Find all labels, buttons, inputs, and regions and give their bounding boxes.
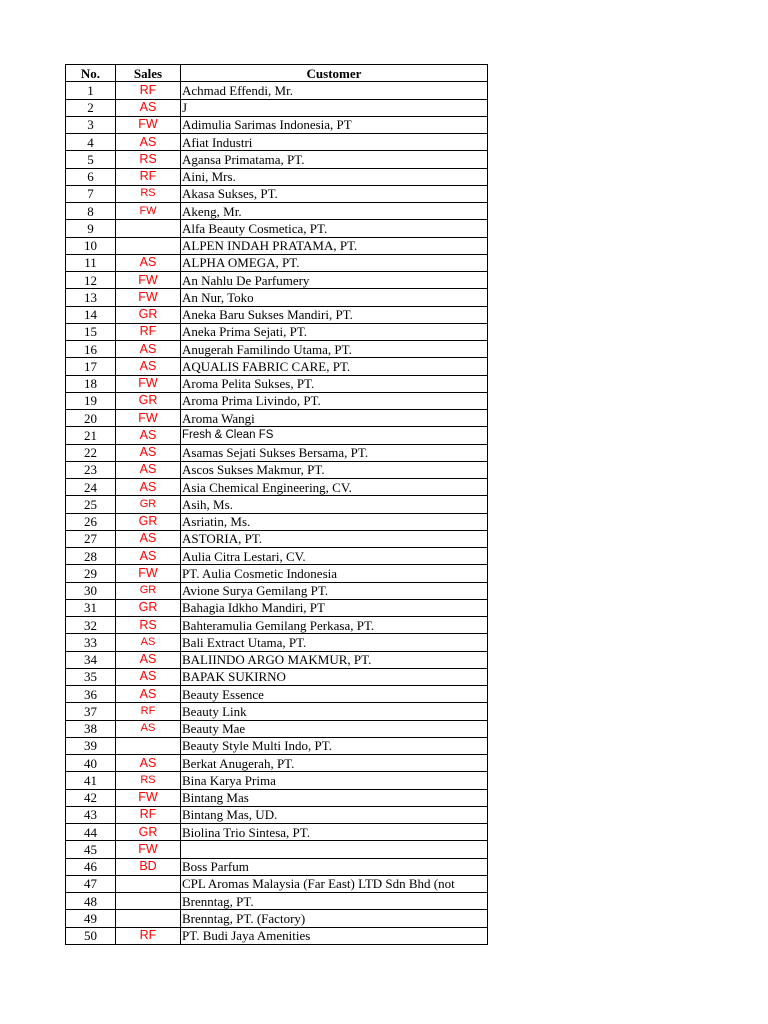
row-number-cell: 7 [66, 185, 116, 202]
customer-name-cell: Aroma Pelita Sukses, PT. [181, 375, 488, 392]
sales-code-cell: RF [116, 82, 181, 99]
sales-code-cell: BD [116, 858, 181, 875]
sales-code-cell: FW [116, 203, 181, 220]
customer-name-cell: PT. Aulia Cosmetic Indonesia [181, 565, 488, 582]
table-row [66, 893, 488, 910]
sales-code-cell: RF [116, 927, 181, 944]
row-number-cell: 48 [66, 893, 116, 910]
customer-name-cell: ASTORIA, PT. [181, 530, 488, 547]
header-no: No. [66, 65, 116, 82]
customer-name-cell [181, 841, 488, 858]
row-number-cell: 13 [66, 289, 116, 306]
row-number-cell: 39 [66, 737, 116, 754]
row-number-cell: 49 [66, 910, 116, 927]
customer-name-cell: Asia Chemical Engineering, CV. [181, 479, 488, 496]
row-number-cell: 9 [66, 220, 116, 237]
table-row [66, 634, 488, 651]
sales-code-cell: GR [116, 582, 181, 599]
customer-name-cell: Anugerah Familindo Utama, PT. [181, 341, 488, 358]
sales-code-cell: AS [116, 530, 181, 547]
row-number-cell: 47 [66, 875, 116, 892]
row-number-cell: 22 [66, 444, 116, 461]
sales-code-cell: RS [116, 151, 181, 168]
sales-code-cell: FW [116, 272, 181, 289]
table-body [66, 82, 488, 945]
customer-name-cell: Avione Surya Gemilang PT. [181, 582, 488, 599]
customer-name-cell: Bali Extract Utama, PT. [181, 634, 488, 651]
row-number-cell: 23 [66, 461, 116, 478]
customer-name-cell: Beauty Style Multi Indo, PT. [181, 737, 488, 754]
sales-code-cell: AS [116, 341, 181, 358]
customer-name-cell: J [181, 99, 488, 116]
table-row [66, 548, 488, 565]
customer-sales-table [65, 64, 488, 945]
table-row [66, 910, 488, 927]
table-row [66, 737, 488, 754]
customer-name-cell: Biolina Trio Sintesa, PT. [181, 824, 488, 841]
row-number-cell: 41 [66, 772, 116, 789]
header-row [66, 65, 488, 82]
table-row [66, 427, 488, 444]
table-row [66, 220, 488, 237]
table-row [66, 392, 488, 409]
table-row [66, 341, 488, 358]
row-number-cell: 29 [66, 565, 116, 582]
customer-name-cell: Bahagia Idkho Mandiri, PT [181, 599, 488, 616]
row-number-cell: 42 [66, 789, 116, 806]
sales-code-cell: FW [116, 289, 181, 306]
row-number-cell: 15 [66, 323, 116, 340]
customer-name-cell: Ascos Sukses Makmur, PT. [181, 461, 488, 478]
table-row [66, 272, 488, 289]
sales-code-cell: GR [116, 306, 181, 323]
row-number-cell: 18 [66, 375, 116, 392]
sales-code-cell: FW [116, 565, 181, 582]
table-row [66, 824, 488, 841]
customer-name-cell: Bina Karya Prima [181, 772, 488, 789]
row-number-cell: 6 [66, 168, 116, 185]
row-number-cell: 2 [66, 99, 116, 116]
row-number-cell: 12 [66, 272, 116, 289]
customer-name-cell: AQUALIS FABRIC CARE, PT. [181, 358, 488, 375]
sales-code-cell: AS [116, 99, 181, 116]
table-row [66, 82, 488, 99]
sales-code-cell: GR [116, 599, 181, 616]
row-number-cell: 16 [66, 341, 116, 358]
row-number-cell: 46 [66, 858, 116, 875]
row-number-cell: 37 [66, 703, 116, 720]
table-row [66, 151, 488, 168]
customer-name-cell: Beauty Link [181, 703, 488, 720]
table-row [66, 772, 488, 789]
row-number-cell: 34 [66, 651, 116, 668]
header-sales: Sales [116, 65, 181, 82]
customer-name-cell: ALPHA OMEGA, PT. [181, 254, 488, 271]
table-row [66, 237, 488, 254]
row-number-cell: 5 [66, 151, 116, 168]
table-row [66, 668, 488, 685]
sales-code-cell: RS [116, 617, 181, 634]
sales-code-cell: AS [116, 134, 181, 151]
row-number-cell: 20 [66, 410, 116, 427]
table-row [66, 599, 488, 616]
customer-name-cell: Aulia Citra Lestari, CV. [181, 548, 488, 565]
sales-code-cell: RS [116, 185, 181, 202]
customer-name-cell: ALPEN INDAH PRATAMA, PT. [181, 237, 488, 254]
sales-code-cell: FW [116, 116, 181, 133]
table-row [66, 686, 488, 703]
customer-name-cell: Aneka Prima Sejati, PT. [181, 323, 488, 340]
table-row [66, 306, 488, 323]
sales-code-cell: RF [116, 806, 181, 823]
customer-name-cell: Adimulia Sarimas Indonesia, PT [181, 116, 488, 133]
table-row [66, 203, 488, 220]
customer-name-cell: Brenntag, PT. (Factory) [181, 910, 488, 927]
sales-code-cell: GR [116, 824, 181, 841]
row-number-cell: 45 [66, 841, 116, 858]
row-number-cell: 3 [66, 116, 116, 133]
row-number-cell: 21 [66, 427, 116, 444]
sales-code-cell: AS [116, 358, 181, 375]
sales-code-cell: RF [116, 703, 181, 720]
row-number-cell: 28 [66, 548, 116, 565]
sales-code-cell: FW [116, 375, 181, 392]
customer-name-cell: An Nahlu De Parfumery [181, 272, 488, 289]
customer-name-cell: Bintang Mas, UD. [181, 806, 488, 823]
customer-name-cell: An Nur, Toko [181, 289, 488, 306]
row-number-cell: 1 [66, 82, 116, 99]
customer-name-cell: BALIINDO ARGO MAKMUR, PT. [181, 651, 488, 668]
table-row [66, 116, 488, 133]
customer-name-cell: Achmad Effendi, Mr. [181, 82, 488, 99]
customer-name-cell: Akeng, Mr. [181, 203, 488, 220]
row-number-cell: 40 [66, 755, 116, 772]
customer-name-cell: Beauty Essence [181, 686, 488, 703]
sales-code-cell: RF [116, 168, 181, 185]
customer-name-cell: Aneka Baru Sukses Mandiri, PT. [181, 306, 488, 323]
customer-name-cell: Boss Parfum [181, 858, 488, 875]
customer-name-cell: BAPAK SUKIRNO [181, 668, 488, 685]
table-row [66, 617, 488, 634]
table-row [66, 168, 488, 185]
row-number-cell: 43 [66, 806, 116, 823]
sales-code-cell [116, 910, 181, 927]
customer-name-cell: Asamas Sejati Sukses Bersama, PT. [181, 444, 488, 461]
table-row [66, 530, 488, 547]
row-number-cell: 11 [66, 254, 116, 271]
row-number-cell: 8 [66, 203, 116, 220]
table-row [66, 806, 488, 823]
row-number-cell: 24 [66, 479, 116, 496]
row-number-cell: 44 [66, 824, 116, 841]
table-row [66, 858, 488, 875]
table-row [66, 496, 488, 513]
table-row [66, 254, 488, 271]
sales-code-cell: AS [116, 755, 181, 772]
sales-code-cell [116, 893, 181, 910]
customer-name-cell: Berkat Anugerah, PT. [181, 755, 488, 772]
header-customer: Customer [181, 65, 488, 82]
table-row [66, 323, 488, 340]
table-row [66, 875, 488, 892]
table-row [66, 99, 488, 116]
customer-name-cell: CPL Aromas Malaysia (Far East) LTD Sdn Bhd (not [181, 875, 488, 892]
row-number-cell: 35 [66, 668, 116, 685]
customer-name-cell: Beauty Mae [181, 720, 488, 737]
table-row [66, 755, 488, 772]
row-number-cell: 26 [66, 513, 116, 530]
table-row [66, 358, 488, 375]
customer-name-cell: Aroma Wangi [181, 410, 488, 427]
table-row [66, 479, 488, 496]
sales-code-cell: FW [116, 410, 181, 427]
table-row [66, 461, 488, 478]
sales-code-cell: FW [116, 789, 181, 806]
table-row [66, 720, 488, 737]
row-number-cell: 36 [66, 686, 116, 703]
sales-code-cell: AS [116, 668, 181, 685]
sales-code-cell: AS [116, 548, 181, 565]
table-row [66, 134, 488, 151]
sales-code-cell [116, 220, 181, 237]
sales-code-cell: AS [116, 686, 181, 703]
customer-name-cell: Agansa Primatama, PT. [181, 151, 488, 168]
customer-name-cell: Aroma Prima Livindo, PT. [181, 392, 488, 409]
sales-code-cell: AS [116, 427, 181, 444]
customer-name-cell: Asriatin, Ms. [181, 513, 488, 530]
sales-code-cell [116, 737, 181, 754]
sales-code-cell: RS [116, 772, 181, 789]
customer-name-cell: Alfa Beauty Cosmetica, PT. [181, 220, 488, 237]
row-number-cell: 4 [66, 134, 116, 151]
sales-code-cell: AS [116, 651, 181, 668]
row-number-cell: 38 [66, 720, 116, 737]
table-row [66, 513, 488, 530]
table-row [66, 841, 488, 858]
sales-code-cell: AS [116, 254, 181, 271]
table-row [66, 789, 488, 806]
row-number-cell: 17 [66, 358, 116, 375]
table-row [66, 651, 488, 668]
row-number-cell: 14 [66, 306, 116, 323]
customer-name-cell: Bahteramulia Gemilang Perkasa, PT. [181, 617, 488, 634]
customer-name-cell: Brenntag, PT. [181, 893, 488, 910]
table-row [66, 410, 488, 427]
customer-name-cell: Aini, Mrs. [181, 168, 488, 185]
sales-code-cell: RF [116, 323, 181, 340]
sales-code-cell: AS [116, 720, 181, 737]
customer-name-cell: Asih, Ms. [181, 496, 488, 513]
row-number-cell: 32 [66, 617, 116, 634]
table-row [66, 565, 488, 582]
customer-name-cell: Afiat Industri [181, 134, 488, 151]
table-row [66, 703, 488, 720]
table-row [66, 444, 488, 461]
row-number-cell: 31 [66, 599, 116, 616]
row-number-cell: 10 [66, 237, 116, 254]
row-number-cell: 30 [66, 582, 116, 599]
sales-code-cell: AS [116, 479, 181, 496]
sales-code-cell [116, 237, 181, 254]
sales-code-cell [116, 875, 181, 892]
customer-name-cell: PT. Budi Jaya Amenities [181, 927, 488, 944]
table-row [66, 927, 488, 944]
sales-code-cell: AS [116, 444, 181, 461]
row-number-cell: 33 [66, 634, 116, 651]
table-row [66, 185, 488, 202]
row-number-cell: 25 [66, 496, 116, 513]
sales-code-cell: GR [116, 496, 181, 513]
sales-code-cell: GR [116, 513, 181, 530]
customer-name-cell: Akasa Sukses, PT. [181, 185, 488, 202]
row-number-cell: 27 [66, 530, 116, 547]
table-row [66, 582, 488, 599]
table-row [66, 375, 488, 392]
sales-code-cell: GR [116, 392, 181, 409]
row-number-cell: 19 [66, 392, 116, 409]
customer-name-cell: Fresh & Clean FS [181, 427, 488, 444]
row-number-cell: 50 [66, 927, 116, 944]
table-row [66, 289, 488, 306]
sales-code-cell: AS [116, 461, 181, 478]
customer-name-cell: Bintang Mas [181, 789, 488, 806]
sales-code-cell: FW [116, 841, 181, 858]
sales-code-cell: AS [116, 634, 181, 651]
